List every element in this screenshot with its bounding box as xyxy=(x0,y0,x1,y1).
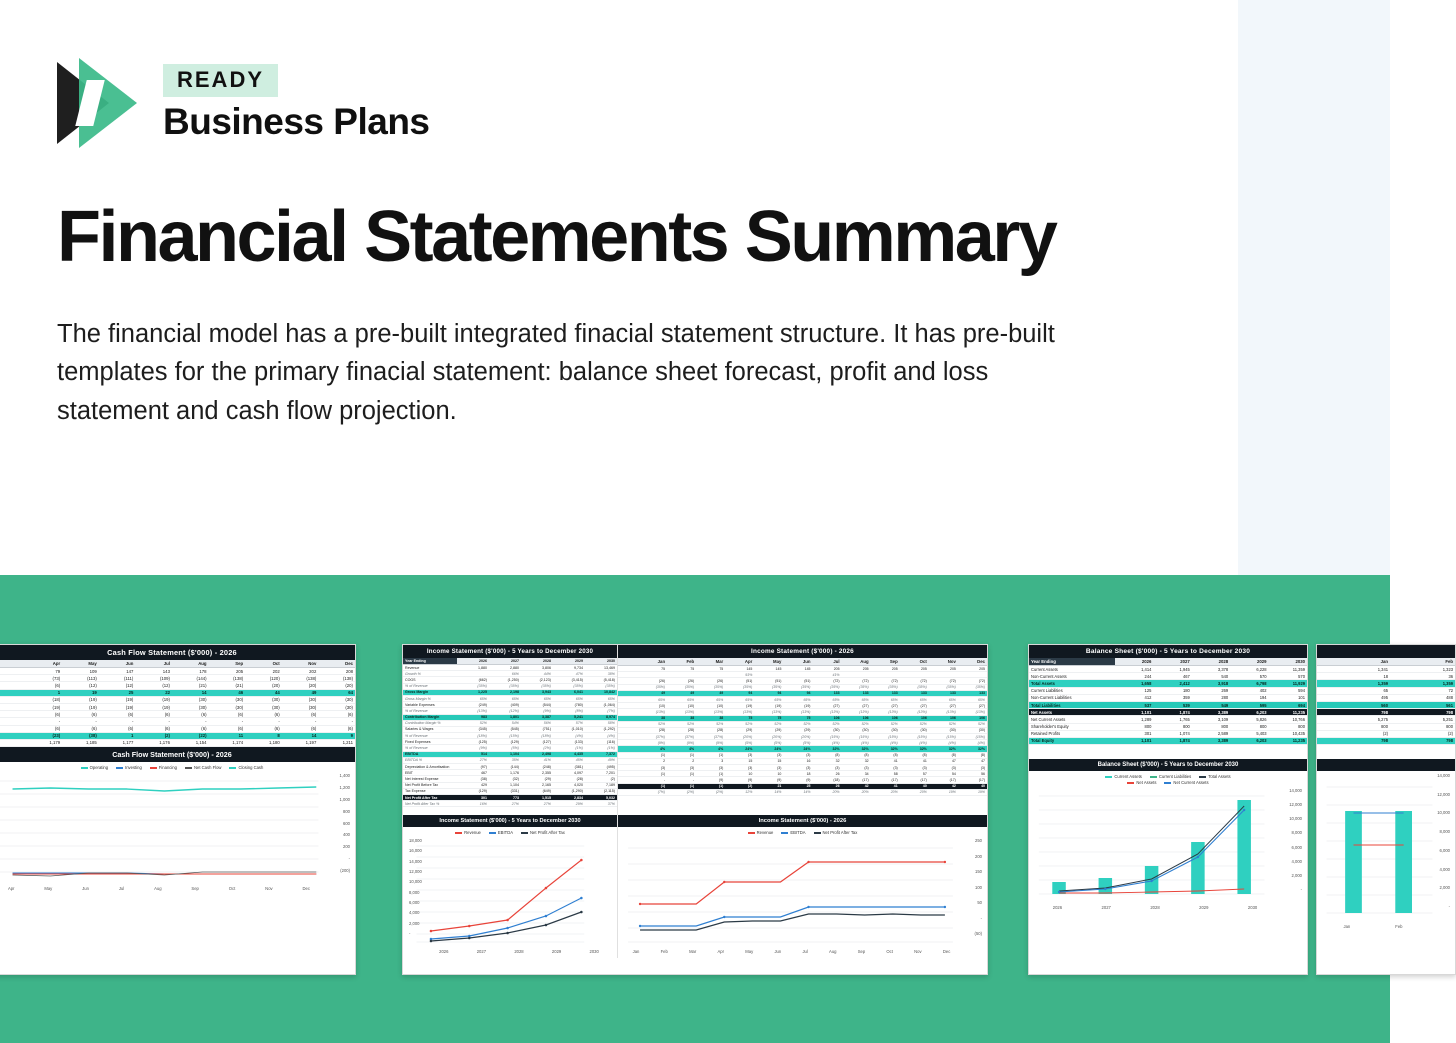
screenshot-balance-sheet-monthly xyxy=(1316,644,1456,975)
table-row-highlight: 1 19 25 22 14 46 44 49 64 xyxy=(0,689,355,696)
table-title: Cash Flow Statement ($'000) - 2026 xyxy=(0,645,355,660)
table-row: Salaries & Wages (345) (545) (751) (1,010) (1,292) xyxy=(405,727,615,732)
col-head: 2027 xyxy=(489,658,521,665)
table-row: Tax Expense (129) (331) (649) (1,290) (2,115) xyxy=(405,789,615,794)
table-row-highlight: 38 38 38 75 75 75 106 106 106 106 106 106 xyxy=(618,715,987,721)
col-head: 2026 xyxy=(457,658,489,665)
legend-label: Net Cash Flow xyxy=(193,765,222,771)
table-row-highlight: 1,359 1,359 xyxy=(1317,680,1455,687)
col-head: 2030 xyxy=(1269,658,1307,666)
legend-label: Closing Cash xyxy=(238,765,264,771)
table-row: 1,341 1,323 xyxy=(1317,666,1455,673)
cash-flow-table-body xyxy=(0,668,355,747)
table-row: % of Revenue (13%) (12%) (9%) (8%) (7%) xyxy=(405,708,615,713)
table-row: Non-Current Assets 244 467 540 570 570 xyxy=(1031,673,1305,679)
legend-label: Net Assets xyxy=(1136,780,1157,786)
table-row: 65 72 xyxy=(1317,687,1455,694)
legend-label: Current Assets xyxy=(1114,774,1142,780)
col-head xyxy=(618,658,638,666)
col-head: Aug xyxy=(842,658,871,666)
chart-title: Income Statement ($'000) - 5 Years to December 2030 xyxy=(403,815,617,827)
income-5yr-body xyxy=(403,665,617,807)
col-head: Aug xyxy=(172,660,209,668)
balance-sheet-table xyxy=(1029,658,1307,745)
legend-label: EBITDA xyxy=(790,830,806,835)
table-row-highlight: EBITDA 514 1,104 2,498 4,435 7,372 xyxy=(405,752,615,757)
chart-title: Cash Flow Statement ($'000) - 2026 xyxy=(0,747,355,762)
col-head: Nov xyxy=(929,658,958,666)
col-head: Jun xyxy=(783,658,812,666)
table-row-highlight: Gross Margin 1,225 2,198 3,943 6,041 10,842 xyxy=(405,690,615,695)
table-row-highlight: 4% 4% 4% 24% 24% 24% 32% 32% 32% 32% 32% 32% xyxy=(618,746,987,752)
brand-lockup xyxy=(57,58,430,148)
table-header-row xyxy=(1029,658,1307,666)
table-row-highlight: Contribution Margin 983 1,801 3,387 5,241 8,974 xyxy=(405,715,615,720)
col-head: 2030 xyxy=(585,658,617,665)
balance-sheet-monthly-chart xyxy=(1317,771,1455,933)
chart-y-axis: 14,000 12,000 10,000 8,000 6,000 4,000 2,000 - xyxy=(1289,788,1302,893)
table-row-highlight: Total Liabilities 537 539 549 595 694 xyxy=(1031,702,1305,708)
balance-sheet-monthly-table xyxy=(1317,658,1455,745)
brand-name: Business Plans xyxy=(163,100,430,142)
table-row: 5,275 5,251 xyxy=(1317,716,1455,723)
chart-x-axis: 2026 2027 2028 2029 2030 xyxy=(1052,905,1258,911)
table-row: COGS (662) (1,250) (2,123) (3,415) (5,418) xyxy=(405,677,615,682)
col-head xyxy=(1317,658,1325,666)
table-row-highlight: Total Assets 1,658 2,412 3,918 6,798 11,929 xyxy=(1031,680,1305,686)
col-head: Apr xyxy=(725,658,754,666)
col-head: Dec xyxy=(318,660,355,668)
table-row: (13%) (13%) (13%) (13%) (13%) (13%) (13%) (13%) (13%) (13%) (13%) (13%) xyxy=(618,709,987,715)
col-head: Feb xyxy=(667,658,696,666)
col-head: 2026 xyxy=(1115,658,1153,666)
table-row: (2) (2) xyxy=(1317,730,1455,737)
brand-badge: READY xyxy=(163,64,278,97)
table-row: 75 75 75 145 145 145 205 205 205 205 205 205 xyxy=(618,666,987,672)
table-row: 1,179 1,185 1,177 1,176 1,154 1,174 1,180 1,197 1,211 xyxy=(0,739,355,746)
table-row: (37%) (37%) (37%) (20%) (20%) (20%) (15%) (15%) (15%) (15%) (15%) (15%) xyxy=(618,734,987,740)
table-header-row xyxy=(1317,658,1455,666)
table-row: 800 800 xyxy=(1317,723,1455,730)
col-head: Sep xyxy=(871,658,900,666)
table-row-highlight: Total Equity 1,101 1,874 3,389 6,203 11,235 xyxy=(1031,738,1305,744)
chart-x-axis: Apr May Jun Jul Aug Sep Oct Nov Dec xyxy=(7,886,310,892)
col-head xyxy=(0,660,26,668)
legend-label: Revenue xyxy=(464,830,481,835)
table-row: (1) (1) (1) 10 10 18 26 34 58 57 54 56 xyxy=(618,771,987,777)
balance-sheet-chart xyxy=(1029,786,1307,914)
legend-label: Investing xyxy=(125,765,142,771)
table-row: (73) (113) (111) (109) (144) (138) (120) (138) (138) xyxy=(0,675,355,682)
table-row: Net Current Assets 1,289 1,765 3,109 5,826 10,766 xyxy=(1031,716,1305,722)
chart-x-axis: 2026 2027 2028 2029 2030 xyxy=(439,949,599,954)
table-row: (35%) (35%) (35%) (35%) (35%) (35%) (35%) (35%) (35%) (35%) (35%) (35%) xyxy=(618,684,987,690)
table-row: (6) (6) (6) (6) (6) (6) (6) (6) (6) xyxy=(0,725,355,732)
balance-sheet-body xyxy=(1029,666,1307,745)
col-head: Apr xyxy=(26,660,63,668)
right-accent-strip xyxy=(1238,0,1390,575)
chart-title: Balance Sheet ($'000) - 5 Years to December 2030 xyxy=(1029,759,1307,771)
table-row: EBIT 467 1,176 2,355 4,097 7,201 xyxy=(405,770,615,775)
table-row-total: Net Assets 1,101 1,874 3,389 6,203 11,235 xyxy=(1031,709,1305,715)
table-row: - - (9) (9) (9) (9) (18) (17) (17) (17) (17) (17) xyxy=(618,777,987,783)
table-row-total: 798 798 xyxy=(1317,709,1455,716)
chart-y-axis: 14,000 12,000 10,000 8,000 6,000 4,000 2,000 - xyxy=(1437,773,1450,909)
chart-legend xyxy=(618,827,987,836)
table-row: (6) (6) (6) (6) (6) (6) (6) (6) (6) xyxy=(0,711,355,718)
screenshot-cash-flow xyxy=(0,644,356,975)
table-row: Net Profit After Tax % 16% 27% 27% 29% 37% xyxy=(405,801,615,806)
page-title: Financial Statements Summary xyxy=(57,197,1056,277)
col-head: Mar xyxy=(696,658,725,666)
table-row: Depreciation & Amortisation (97) (144) (248) (381) (495) xyxy=(405,764,615,769)
table-row: Current Liabilities 125 180 269 402 594 xyxy=(1031,688,1305,694)
table-row-highlight: 560 561 xyxy=(1317,701,1455,708)
chart-title: Income Statement ($'000) - 2026 xyxy=(618,815,987,827)
table-row: Net Interest Expense (38) (32) (29) (28) (2) xyxy=(405,776,615,781)
legend-label: Net Current Assets xyxy=(1173,780,1209,786)
income-2026-table xyxy=(618,658,987,796)
col-head: Jul xyxy=(812,658,841,666)
col-head: 2028 xyxy=(1192,658,1230,666)
col-head: 2029 xyxy=(1230,658,1268,666)
table-row: 18 36 xyxy=(1317,673,1455,680)
col-head: Oct xyxy=(900,658,929,666)
col-head: Jan xyxy=(1325,658,1390,666)
chart-x-axis: Jan Feb Mar Apr May Jun Jul Aug Sep Oct Nov Dec xyxy=(632,949,951,954)
legend-label: Revenue xyxy=(756,830,774,835)
table-row-total: Net Profit After Tax 301 773 1,515 2,834 5,032 xyxy=(405,795,615,800)
table-row: 495 488 xyxy=(1317,694,1455,701)
chart-legend xyxy=(403,827,617,836)
table-row: % of Revenue (9%) (5%) (2%) (1%) (1%) xyxy=(405,746,615,751)
col-head: Year Ending xyxy=(1029,658,1115,666)
col-head: 2027 xyxy=(1153,658,1191,666)
table-row: Growth % 66% 44% 47% 38% xyxy=(405,671,615,676)
chart-y-axis: 250 200 150 100 50 - (50) xyxy=(974,838,982,936)
legend-label: Net Profit After Tax xyxy=(530,830,565,835)
page-subtitle: The financial model has a pre-built integrated finacial statement structure. It has pre-built templates for the primary finacial statement: balance sheet forecast, profit and loss statement and cash flow projection. xyxy=(57,320,1055,425)
table-header-row xyxy=(618,658,987,666)
table-row: (3) (3) (3) (3) (3) (3) (3) (3) (3) (3) (3) (3) xyxy=(618,765,987,771)
table-row: Current Assets 1,414 1,945 3,378 6,228 11,359 xyxy=(1031,666,1305,672)
table-row: Retained Profits 301 1,074 2,589 5,403 10,435 xyxy=(1031,731,1305,737)
col-head: 2028 xyxy=(521,658,553,665)
table-header-row xyxy=(0,660,355,668)
table-row-highlight: 49 49 49 94 94 94 133 133 133 133 133 133 xyxy=(618,690,987,696)
table-row: EBITDA % 27% 35% 41% 45% 49% xyxy=(405,758,615,763)
col-head: Jul xyxy=(135,660,172,668)
table-row: Revenue 1,880 2,880 3,806 9,734 13,469 xyxy=(405,665,615,670)
table-row: 93% 41% xyxy=(618,672,987,678)
col-head: Year Ending xyxy=(403,658,457,665)
table-title: Income Statement ($'000) - 5 Years to December 2030 xyxy=(403,645,617,658)
table-row: (1) (1) (1) (3) (3) (3) (8) (8) (8) (8) (8) (8) xyxy=(618,752,987,758)
table-row: 65% 65% 65% 65% 65% 65% 65% 65% 65% 65% 65% 65% xyxy=(618,696,987,702)
table-row: (10) (10) (10) (19) (19) (19) (27) (27) (27) (27) (27) (27) xyxy=(618,703,987,709)
table-title: Income Statement ($'000) - 2026 xyxy=(618,645,987,658)
table-row: (26) (26) (26) (51) (51) (51) (72) (72) (72) (72) (72) (72) xyxy=(618,678,987,684)
table-row: Variable Expenses (249) (409) (544) (780) (1,064) xyxy=(405,702,615,707)
chart-legend xyxy=(1029,771,1307,780)
col-head: Jan xyxy=(638,658,667,666)
table-row: (28) (28) (28) (29) (29) (29) (30) (30) (30) (30) (30) (30) xyxy=(618,727,987,733)
col-head: Nov xyxy=(282,660,319,668)
balance-sheet-monthly-body xyxy=(1317,666,1455,745)
screenshot-balance-sheet xyxy=(1028,644,1308,975)
col-head: Feb xyxy=(1390,658,1455,666)
table-row-total: (1) (1) (1) (2) 21 25 26 42 41 40 42 40 xyxy=(618,783,987,789)
table-row: (7%) (2%) (2%) 12% 14% 14% 20% 20% 20% 20% 19% 19% xyxy=(618,789,987,795)
legend-label: Current Liabilities xyxy=(1158,774,1192,780)
chart-y-axis: 18,000 16,000 14,000 12,000 10,000 8,000 6,000 4,000 2,000 - xyxy=(409,838,422,936)
income-5yr-table xyxy=(403,658,617,807)
table-row: Non-Current Liabilities 412 359 280 194 101 xyxy=(1031,695,1305,701)
table-row: Gross Margin % 65% 65% 65% 65% 65% xyxy=(405,696,615,701)
cash-flow-table xyxy=(0,660,355,747)
col-head: Sep xyxy=(209,660,246,668)
screenshot-income-statements xyxy=(402,644,988,975)
table-row: % of Revenue (18%) (15%) (18%) (4%) (4%) xyxy=(405,733,615,738)
table-row: % of Revenue (35%) (35%) (35%) (35%) (35%) xyxy=(405,684,615,689)
legend-label: EBITDA xyxy=(497,830,514,835)
col-head: Oct xyxy=(245,660,282,668)
table-row: (9%) (9%) (9%) (5%) (5%) (5%) (4%) (4%) (4%) (4%) (4%) (4%) xyxy=(618,740,987,746)
table-row: Fixed Expenses (125) (129) (127) (133) (116) xyxy=(405,739,615,744)
table-row: 52% 52% 52% 52% 52% 52% 52% 52% 52% 52% 52% 52% xyxy=(618,721,987,727)
legend-label: Total Assets xyxy=(1208,774,1231,780)
table-row: (6) (12) (12) (12) (21) (21) (20) (20) (20) xyxy=(0,682,355,689)
income-5yr-chart xyxy=(403,836,617,958)
table-row: (18) (19) (19) (19) (30) (30) (30) (30) (30) xyxy=(0,696,355,703)
table-row: (19) (19) (19) (19) (30) (30) (30) (30) (30) xyxy=(0,703,355,710)
col-head: May xyxy=(62,660,99,668)
table-row-highlight: 798 798 xyxy=(1317,737,1455,744)
chart-y-axis: 1,400 1,200 1,000 800 600 400 200 - (200) xyxy=(339,773,350,874)
cash-flow-chart xyxy=(0,771,355,895)
table-row: Net Profit Before Tax 429 1,104 2,165 4,020 7,189 xyxy=(405,783,615,788)
col-head: Jun xyxy=(99,660,136,668)
chart-legend xyxy=(0,762,355,771)
table-row: Contribution Margin % 52% 54% 56% 57% 58% xyxy=(405,721,615,726)
chart-x-axis: Jan Feb xyxy=(1343,924,1403,930)
col-head: 2029 xyxy=(553,658,585,665)
table-row: - - - - - - - - - xyxy=(0,718,355,725)
table-row: Shareholder's Equity 800 800 800 800 800 xyxy=(1031,724,1305,730)
table-row: 79 109 147 143 178 205 202 202 208 xyxy=(0,668,355,675)
col-head: Dec xyxy=(958,658,987,666)
play-triangle-logo-icon xyxy=(57,58,145,148)
table-row-highlight: (23) (38) 1 (2) (22) 11 8 14 9 xyxy=(0,732,355,739)
col-head: May xyxy=(754,658,783,666)
table-row: 2 2 3 15 15 16 32 32 41 41 47 47 xyxy=(618,758,987,764)
legend-label: Net Profit After Tax xyxy=(822,830,858,835)
legend-label: Financing xyxy=(158,765,177,771)
income-2026-body xyxy=(618,666,987,796)
legend-label: Operating xyxy=(89,765,109,771)
income-2026-chart xyxy=(618,836,987,958)
table-title: Balance Sheet ($'000) - 5 Years to December 2030 xyxy=(1029,645,1307,658)
